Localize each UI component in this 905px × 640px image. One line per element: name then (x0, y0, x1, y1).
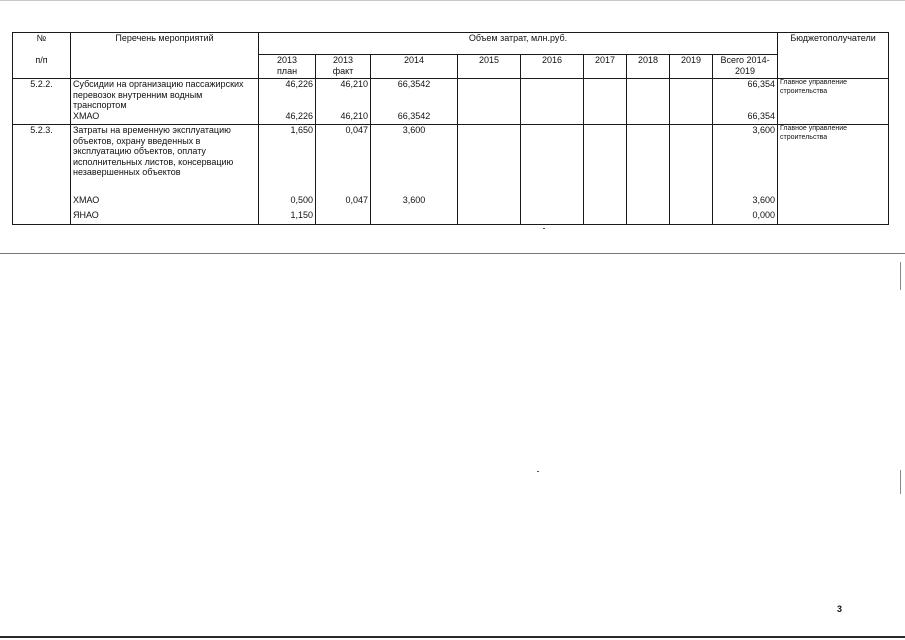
edge-scan-mark (900, 470, 901, 494)
cell-total: 0,000 (713, 210, 778, 225)
table-row (13, 210, 889, 225)
cell-2013-plan: 46,226 (259, 79, 316, 111)
cell-2013-plan: 0,500 (259, 195, 316, 210)
header-no: № (13, 33, 71, 55)
cell-2018 (627, 79, 670, 111)
cell-total: 3,600 (713, 125, 778, 195)
table-row (13, 125, 889, 195)
cell-2013-fact: 46,210 (316, 111, 371, 125)
header-measures: Перечень мероприятий (71, 33, 259, 79)
row-number: 5.2.3. (13, 125, 71, 195)
cell-2013-fact: 0,047 (316, 125, 371, 195)
measure-name: Субсидии на организацию пассажирских перевозок внутренним водным транспортом (71, 79, 259, 111)
cell-total: 66,354 (713, 79, 778, 111)
header-2013-fact-year: 2013 (332, 55, 354, 65)
recipient: Главное управление строительства (778, 79, 889, 111)
table-row (13, 195, 889, 210)
header-2013-fact (316, 55, 371, 79)
cell-total: 66,354 (713, 111, 778, 125)
header-2017: 2017 (584, 55, 627, 79)
measure-name: ХМАО (71, 111, 259, 125)
cell-2014 (371, 210, 458, 225)
cell-2014: 66,3542 (371, 79, 458, 111)
header-2013-plan-sub: план (276, 65, 298, 76)
header-recipients: Бюджетополучатели (778, 33, 889, 79)
scan-speck (537, 471, 539, 472)
measure-name: Затраты на временную эксплуатацию объектов, охрану введенных в эксплуатацию объектов, оплату исполнительных листов, консервацию незавершенных объектов (71, 125, 259, 195)
table-row (13, 79, 889, 111)
cell-2014: 66,3542 (371, 111, 458, 125)
cell-2016 (521, 79, 584, 111)
row-number: 5.2.2. (13, 79, 71, 111)
cell-2013-fact: 0,047 (316, 195, 371, 210)
cell-2014: 3,600 (371, 195, 458, 210)
page-fold-line (0, 253, 905, 254)
cell-2017 (584, 79, 627, 111)
header-2013-fact-sub: факт (332, 65, 354, 76)
header-2018: 2018 (627, 55, 670, 79)
header-2016: 2016 (521, 55, 584, 79)
header-costs: Объем затрат, млн.руб. (259, 33, 778, 55)
cell-2013-plan: 1,650 (259, 125, 316, 195)
cell-total: 3,600 (713, 195, 778, 210)
cell-2019 (670, 79, 713, 111)
header-total: Всего 2014-2019 (713, 55, 778, 79)
page-top-edge (0, 0, 905, 1)
measure-name: ХМАО (71, 195, 259, 210)
header-2019: 2019 (670, 55, 713, 79)
cell-2013-plan: 1,150 (259, 210, 316, 225)
page-number: 3 (837, 604, 843, 614)
expenditure-table (12, 32, 889, 225)
cell-2013-plan: 46,226 (259, 111, 316, 125)
header-2013-plan (259, 55, 316, 79)
recipient: Главное управление строительства (778, 125, 889, 195)
header-2015: 2015 (458, 55, 521, 79)
header-2013-plan-year: 2013 (276, 55, 298, 65)
header-pp: п/п (13, 55, 71, 79)
edge-scan-mark (900, 262, 901, 290)
cell-2015 (458, 79, 521, 111)
measure-name: ЯНАО (71, 210, 259, 225)
cell-2014: 3,600 (371, 125, 458, 195)
page-bottom-edge (0, 636, 905, 638)
header-2014: 2014 (371, 55, 458, 79)
scan-speck (543, 228, 545, 229)
cell-2013-fact (316, 210, 371, 225)
table-row (13, 111, 889, 125)
cell-2013-fact: 46,210 (316, 79, 371, 111)
